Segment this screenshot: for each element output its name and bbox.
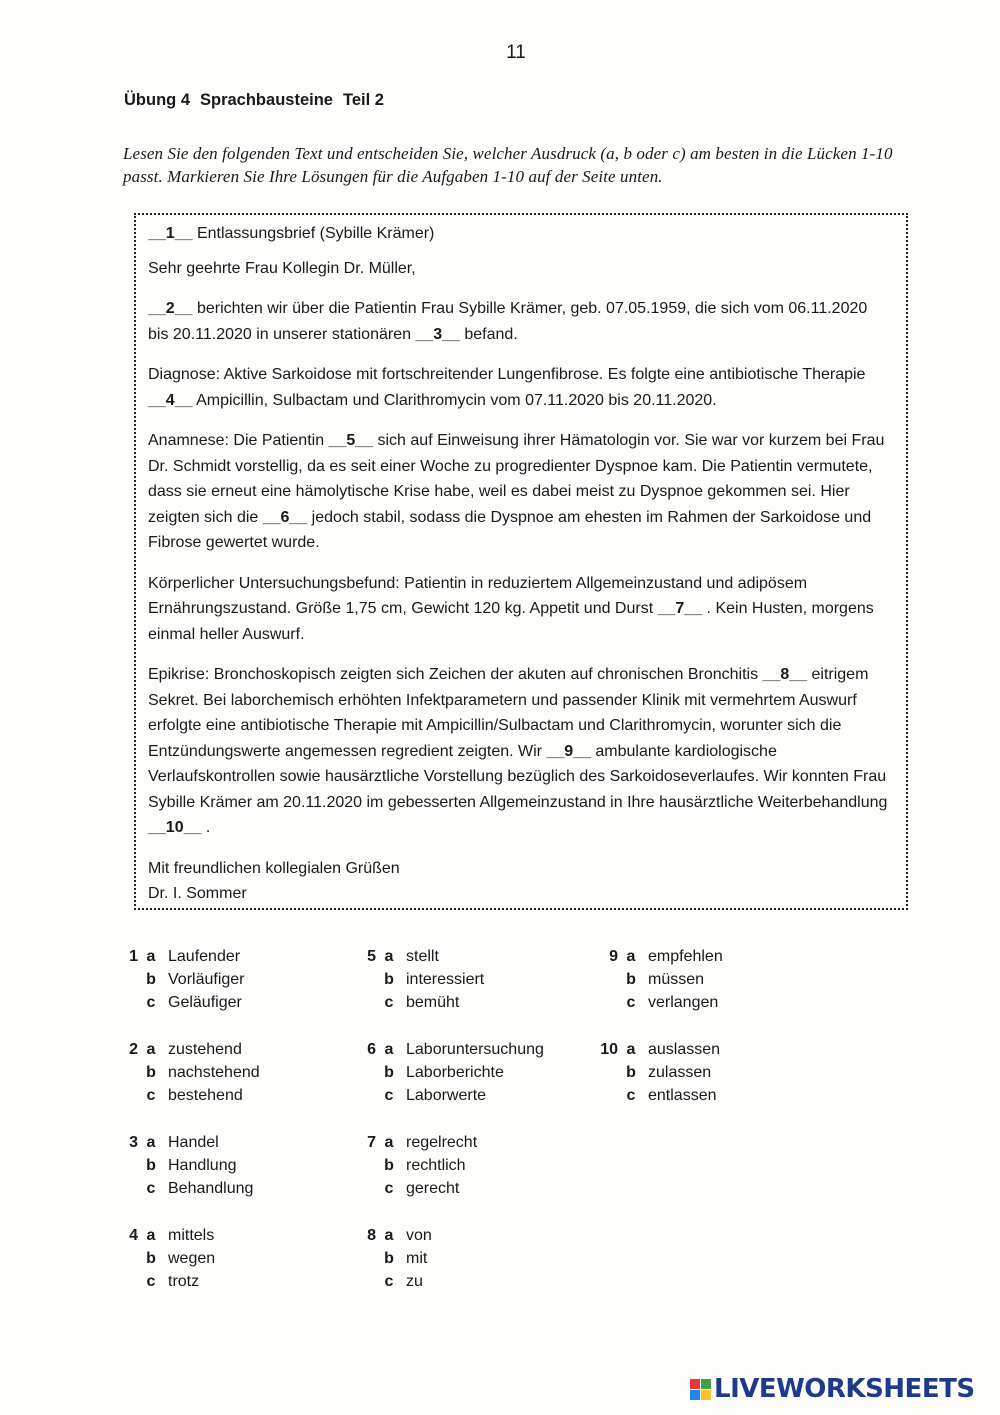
text: befand. [459, 325, 518, 343]
exercise-label: Übung 4 [124, 91, 190, 109]
option-5-c[interactable] [360, 991, 544, 1014]
option-text: nachstehend [168, 1064, 260, 1081]
text: . Kein Husten, morgens einmal heller Auswurf. [148, 600, 874, 643]
question-number [360, 1061, 376, 1084]
option-1-a[interactable] [122, 945, 260, 968]
option-letter: a [146, 1134, 156, 1151]
logo-square [701, 1379, 711, 1389]
option-8-b[interactable] [360, 1247, 544, 1270]
letter-subject [148, 221, 892, 247]
text: jedoch stabil, sodass die Dyspnoe am ehesten im Rahmen der Sarkoidose und Fibrose gewertet wurde. [148, 508, 872, 551]
question-number: 5 [367, 948, 376, 965]
logo-square [690, 1390, 700, 1400]
option-9-c[interactable] [598, 991, 723, 1014]
question-1 [122, 945, 260, 1014]
option-7-a[interactable] [360, 1131, 544, 1154]
option-letter: b [626, 971, 636, 988]
option-text: Geläufiger [168, 994, 242, 1011]
question-number [360, 968, 376, 991]
option-text: interessiert [406, 971, 485, 988]
question-number [122, 1177, 138, 1200]
question-number [360, 1247, 376, 1270]
text: eitrigem Sekret. Bei laborchemisch erhöhten Infektparametern und passender Klinik mit vermehrtem Auswurf erfolgte eine antibiotische Therapie mit Ampicillin/Sulbactam und Clarithromycin, worunter sich die Entzündungswerte angemessen regredient zeigten. Wir [148, 666, 869, 760]
option-text: zustehend [168, 1041, 242, 1058]
option-7-b[interactable] [360, 1154, 544, 1177]
option-text: rechtlich [406, 1157, 466, 1174]
option-letter: b [146, 1064, 156, 1081]
option-6-c[interactable] [360, 1084, 544, 1107]
exercise-part: Teil 2 [342, 91, 384, 109]
question-number: 6 [367, 1041, 376, 1058]
option-10-a[interactable] [598, 1038, 723, 1061]
option-3-c[interactable] [122, 1177, 260, 1200]
letter-paragraph-befund [148, 571, 892, 648]
option-letter: b [146, 971, 156, 988]
option-text: Laboruntersuchung [406, 1041, 544, 1058]
option-10-b[interactable] [598, 1061, 723, 1084]
option-7-c[interactable] [360, 1177, 544, 1200]
option-letter: c [384, 1087, 394, 1104]
instructions: Lesen Sie den folgenden Text und entscheiden Sie, welcher Ausdruck (a, b oder c) am besten in die Lücken 1-10 passt. Markieren Sie Ihre Lösungen für die Aufgaben 1-10 auf der Seite unten. [123, 144, 893, 186]
option-letter: a [626, 948, 636, 965]
text: Diagnose: Aktive Sarkoidose mit fortschreitender Lungenfibrose. Es folgte eine antibiotische Therapie [148, 366, 866, 383]
letter-signature [148, 856, 892, 907]
option-1-c[interactable] [122, 991, 260, 1014]
gap-7[interactable]: __7__ [657, 600, 703, 617]
option-text: gerecht [406, 1180, 460, 1197]
option-2-c[interactable] [122, 1084, 260, 1107]
text: sich auf Einweisung ihrer Hämatologin vor. Sie war vor kurzem bei Frau Dr. Schmidt vorstellig, da es seit einer Woche zu progredienter Dyspnoe kam. Die Patientin vermutete, dass sie erneut eine hämolytische Krise habe, weil es dabei meist zu Dyspnoe gekommen sei. Hier zeigten sich die [148, 432, 885, 526]
option-10-c[interactable] [598, 1084, 723, 1107]
option-text: Handlung [168, 1157, 237, 1174]
exercise-title [124, 91, 394, 110]
option-8-a[interactable] [360, 1224, 544, 1247]
option-letter: b [626, 1064, 636, 1081]
option-letter: a [146, 948, 156, 965]
option-text: müssen [648, 971, 705, 988]
question-6 [360, 1038, 544, 1107]
question-10 [598, 1038, 723, 1107]
option-9-b[interactable] [598, 968, 723, 991]
option-5-a[interactable] [360, 945, 544, 968]
options-column-3 [598, 945, 723, 1131]
question-number [598, 991, 618, 1014]
option-text: Handel [168, 1134, 219, 1151]
question-number [122, 1154, 138, 1177]
option-1-b[interactable] [122, 968, 260, 991]
question-number [598, 1061, 618, 1084]
question-number: 8 [367, 1227, 376, 1244]
options-column-1 [122, 945, 260, 1317]
option-text: bemüht [406, 994, 460, 1011]
option-letter: b [384, 1157, 394, 1174]
gap-5[interactable]: __5__ [328, 432, 374, 449]
text: berichten wir über die Patientin Frau Sybille Krämer, geb. 07.05.1959, die sich vom 06.11.2020 bis 20.11.2020 in unserer stationären [148, 300, 868, 343]
option-letter: c [146, 1087, 156, 1104]
letter-paragraph-anamnese [148, 428, 892, 556]
option-letter: a [384, 1041, 394, 1058]
option-4-c[interactable] [122, 1270, 260, 1293]
text: ambulante kardiologische Verlaufskontrollen sowie hausärztliche Vorstellung bezüglich des Sarkoidoseverlaufes. Wir konnten Frau Sybille Krämer am 20.11.2020 im gebesserten Allgemeinzustand in Ihre hausärztliche Weiterbehandlung [148, 742, 888, 811]
option-3-a[interactable] [122, 1131, 260, 1154]
question-number: 1 [129, 948, 138, 965]
letter-signer: Dr. I. Sommer [148, 885, 247, 902]
question-number [598, 1084, 618, 1107]
option-letter: a [384, 1134, 394, 1151]
option-letter: b [384, 1064, 394, 1081]
letter-paragraph-epikrise [148, 662, 892, 841]
option-text: regelrecht [406, 1134, 478, 1151]
option-letter: c [146, 1273, 156, 1290]
question-number [122, 1247, 138, 1270]
option-text: Laborberichte [406, 1064, 504, 1081]
option-text: empfehlen [648, 948, 723, 965]
logo-square [701, 1390, 711, 1400]
option-9-a[interactable] [598, 945, 723, 968]
question-number: 2 [129, 1041, 138, 1058]
option-letter: b [146, 1157, 156, 1174]
text: Anamnese: Die Patientin [148, 432, 329, 449]
option-2-a[interactable] [122, 1038, 260, 1061]
logo-square [690, 1379, 700, 1389]
question-9 [598, 945, 723, 1014]
text: Körperlicher Untersuchungsbefund: Patientin in reduziertem Allgemeinzustand und adipösem Ernährungszustand. Größe 1,75 cm, Gewicht 120 kg. Appetit und Durst [148, 574, 808, 617]
question-number [360, 1177, 376, 1200]
question-number [122, 968, 138, 991]
option-letter: a [626, 1041, 636, 1058]
option-letter: a [384, 1227, 394, 1244]
option-letter: c [146, 1180, 156, 1197]
option-letter: c [384, 1180, 394, 1197]
letter-closing: Mit freundlichen kollegialen Grüßen [148, 859, 400, 877]
question-number: 10 [600, 1041, 618, 1058]
letter-salutation: Sehr geehrte Frau Kollegin Dr. Müller, [148, 259, 416, 277]
option-text: mit [406, 1250, 428, 1267]
option-text: stellt [406, 948, 439, 965]
option-6-b[interactable] [360, 1061, 544, 1084]
option-text: von [406, 1227, 432, 1244]
question-4 [122, 1224, 260, 1293]
question-number [122, 1270, 138, 1293]
option-letter: c [626, 994, 636, 1011]
text: Epikrise: Bronchoskopisch zeigten sich Zeichen der akuten auf chronischen Bronchitis [148, 666, 763, 683]
letter-box [134, 213, 908, 910]
question-2 [122, 1038, 260, 1107]
option-text: mittels [168, 1227, 215, 1244]
gap-1[interactable]: __1__ [148, 225, 193, 242]
liveworksheets-brand [690, 1374, 975, 1404]
option-letter: a [384, 948, 394, 965]
gap-3[interactable]: __3__ [415, 325, 460, 343]
option-text: bestehend [168, 1087, 243, 1104]
letter-paragraph-1 [148, 296, 892, 347]
question-number [598, 968, 618, 991]
question-number [122, 991, 138, 1014]
gap-8[interactable]: __8__ [762, 666, 808, 683]
option-letter: b [146, 1250, 156, 1267]
gap-10[interactable]: __10__ [148, 819, 202, 836]
liveworksheets-logo-icon [690, 1379, 711, 1400]
option-letter: a [146, 1041, 156, 1058]
option-text: wegen [168, 1250, 216, 1267]
subject-text: Entlassungsbrief (Sybille Krämer) [192, 225, 435, 242]
option-3-b[interactable] [122, 1154, 260, 1177]
text: . [201, 819, 211, 836]
option-8-c[interactable] [360, 1270, 544, 1293]
question-3 [122, 1131, 260, 1200]
exercise-name: Sprachbausteine [200, 91, 333, 109]
gap-9[interactable]: __9__ [546, 742, 591, 760]
question-number: 3 [129, 1134, 138, 1151]
text: Ampicillin, Sulbactam und Clarithromycin vom 07.11.2020 bis 20.11.2020. [192, 391, 717, 409]
option-letter: b [384, 1250, 394, 1267]
option-5-b[interactable] [360, 968, 544, 991]
option-letter: c [626, 1087, 636, 1104]
option-text: Vorläufiger [168, 971, 245, 988]
question-number [360, 1084, 376, 1107]
option-letter: c [146, 994, 156, 1011]
option-text: auslassen [648, 1041, 721, 1058]
question-number [122, 1061, 138, 1084]
letter-paragraph-diagnose [148, 362, 892, 413]
gap-4[interactable]: __4__ [148, 391, 193, 409]
question-5 [360, 945, 544, 1014]
option-text: Laufender [168, 948, 241, 965]
option-text: zu [406, 1273, 423, 1290]
option-6-a[interactable] [360, 1038, 544, 1061]
question-7 [360, 1131, 544, 1200]
option-text: trotz [168, 1273, 200, 1290]
option-letter: c [384, 994, 394, 1011]
question-number [360, 991, 376, 1014]
question-number [360, 1270, 376, 1293]
option-4-a[interactable] [122, 1224, 260, 1247]
page-number: 11 [506, 42, 526, 63]
option-letter: c [384, 1273, 394, 1290]
question-8 [360, 1224, 544, 1293]
question-number [360, 1154, 376, 1177]
question-number [122, 1084, 138, 1107]
question-number: 4 [129, 1227, 138, 1244]
option-text: Laborwerte [406, 1087, 487, 1104]
option-text: zulassen [648, 1064, 712, 1081]
option-text: verlangen [648, 994, 719, 1011]
option-letter: a [146, 1227, 156, 1244]
option-4-b[interactable] [122, 1247, 260, 1270]
option-text: entlassen [648, 1087, 717, 1104]
options-column-2 [360, 945, 544, 1317]
brand-text: LIVEWORKSHEETS [714, 1374, 975, 1404]
option-letter: b [384, 971, 394, 988]
option-text: Behandlung [168, 1180, 254, 1197]
question-number: 9 [609, 948, 618, 965]
gap-6[interactable]: __6__ [262, 508, 308, 526]
gap-2[interactable]: __2__ [148, 300, 193, 317]
question-number: 7 [367, 1134, 376, 1151]
option-2-b[interactable] [122, 1061, 260, 1084]
